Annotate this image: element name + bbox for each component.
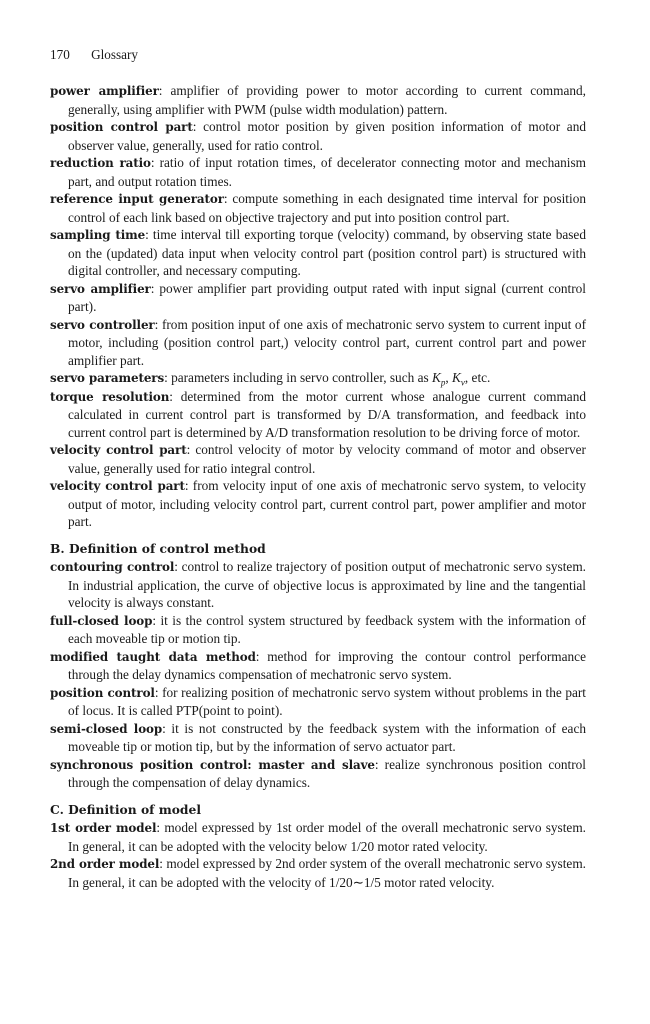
glossary-entry bbox=[50, 648, 586, 684]
entry-term: velocity control part bbox=[50, 443, 187, 457]
entry-definition-end: , etc. bbox=[464, 370, 491, 385]
entry-definition: : parameters including in servo controller, such as bbox=[164, 370, 432, 385]
entry-definition: : amplifier of providing power to motor according to current command, generally, using amplifier with PWM (pulse width modulation) pattern. bbox=[68, 83, 586, 117]
section-heading: B. Definition of control method bbox=[50, 540, 266, 556]
entry-term: power amplifier bbox=[50, 84, 159, 98]
entry-definition: : ratio of input rotation times, of decelerator connecting motor and mechanism part, and output rotation times. bbox=[68, 155, 586, 189]
entry-term: position control bbox=[50, 685, 155, 700]
math-subscript: v bbox=[460, 377, 465, 388]
glossary-entry bbox=[50, 369, 586, 388]
glossary-entry bbox=[50, 756, 586, 792]
entry-term: reference input generator bbox=[50, 192, 224, 206]
glossary-entry bbox=[50, 226, 586, 280]
math-k: K bbox=[452, 370, 461, 385]
entry-definition: : model expressed by 2nd order system of the overall mechatronic servo system. In general, it can be adopted with the velocity of 1/20∼1/5 motor rated velocity. bbox=[68, 856, 586, 890]
entry-definition: : control to realize trajectory of position output of mechatronic servo system. In industrial application, the curve of objective locus is approximated by line and the tangential velocity is always constant. bbox=[68, 559, 586, 610]
entry-definition: : method for improving the contour control performance through the delay dynamics compensation of mechatronic servo system. bbox=[68, 648, 586, 682]
glossary-entry bbox=[50, 280, 586, 316]
glossary-entry bbox=[50, 612, 586, 648]
entry-term: velocity control part bbox=[50, 479, 185, 493]
entry-definition: : time interval till exporting torque (velocity) command, by observing state based on the (updated) data input when velocity control part (position control part) is structured with digital controller, and necessary computing. bbox=[68, 227, 586, 278]
entry-term: sampling time bbox=[50, 228, 146, 242]
glossary-entry bbox=[50, 819, 586, 855]
glossary-entry bbox=[50, 558, 586, 612]
entry-term: 1st order model bbox=[50, 821, 157, 835]
entry-definition: : for realizing position of mechatronic servo system without problems in the part of locus. It is called PTP(point to point). bbox=[68, 684, 586, 718]
glossary-entry bbox=[50, 720, 586, 756]
entry-definition: : determined from the motor current whose analogue current command calculated in current control part is transformed by D/A transformation, and feedback into current control part is determined by A/D transformation resolution to be driving force of motor. bbox=[68, 388, 587, 440]
entry-term: servo amplifier bbox=[50, 281, 151, 296]
entry-definition: : it is not constructed by the feedback system with the information of each moveable tip or motion tip, but by the information of servo actuator part. bbox=[68, 720, 586, 754]
entry-definition: : from velocity input of one axis of mechatronic servo system, to velocity output of motor, including velocity control part, current control part, power amplifier and motor part. bbox=[68, 478, 586, 529]
entry-term: reduction ratio bbox=[50, 156, 151, 170]
entry-definition: : it is the control system structured by feedback system with the information of each moveable tip or motion tip. bbox=[68, 612, 586, 646]
running-head bbox=[50, 47, 138, 63]
entry-term: full-closed loop bbox=[50, 613, 153, 628]
entry-definition: : realize synchronous position control through the compensation of delay dynamics. bbox=[68, 756, 586, 790]
entry-term: torque resolution bbox=[50, 389, 170, 404]
page-number: 170 bbox=[50, 47, 70, 62]
entry-term: 2nd order model bbox=[50, 857, 160, 871]
math-k: K bbox=[431, 370, 441, 385]
entry-definition: : compute something in each designated time interval for position control of each link based on objective trajectory and put into position control part. bbox=[68, 191, 586, 225]
glossary-entry bbox=[50, 477, 586, 531]
entry-definition: : control velocity of motor by velocity command of motor and observer value, generally used for ratio integral control. bbox=[68, 442, 586, 476]
entry-term: servo controller bbox=[50, 317, 155, 332]
entry-term: contouring control bbox=[50, 560, 175, 574]
glossary-entry bbox=[50, 855, 586, 891]
entry-term: semi-closed loop bbox=[50, 721, 163, 736]
glossary-entry bbox=[50, 154, 586, 190]
entry-definition: : power amplifier part providing output rated with input signal (current control part). bbox=[68, 280, 587, 314]
glossary-entry bbox=[50, 388, 586, 442]
entry-definition: : from position input of one axis of mechatronic servo system to current input of motor, including (position control part,) velocity control part, current control part and power amplifier part. bbox=[68, 316, 587, 368]
entry-term: servo parameters bbox=[50, 371, 165, 385]
glossary-entry bbox=[50, 190, 586, 226]
section-heading: C. Definition of model bbox=[50, 801, 202, 817]
running-title: Glossary bbox=[91, 47, 138, 62]
entry-definition: : control motor position by given position information of motor and observer value, generally, used for ratio control. bbox=[68, 119, 586, 153]
glossary-entry bbox=[50, 684, 586, 720]
entry-term: modified taught data method bbox=[50, 649, 256, 664]
glossary-entry bbox=[50, 118, 586, 154]
math-subscript: p bbox=[440, 377, 446, 388]
entry-term: position control part bbox=[50, 120, 193, 134]
glossary-entry bbox=[50, 441, 586, 477]
glossary-entry bbox=[50, 82, 586, 118]
entry-term: synchronous position control: master and slave bbox=[50, 757, 375, 772]
math-separator: , bbox=[445, 370, 453, 385]
glossary-body bbox=[50, 82, 586, 891]
glossary-entry bbox=[50, 316, 586, 370]
entry-definition: : model expressed by 1st order model of the overall mechatronic servo system. In general, it can be adopted with the velocity below 1/20 motor rated velocity. bbox=[68, 820, 586, 854]
